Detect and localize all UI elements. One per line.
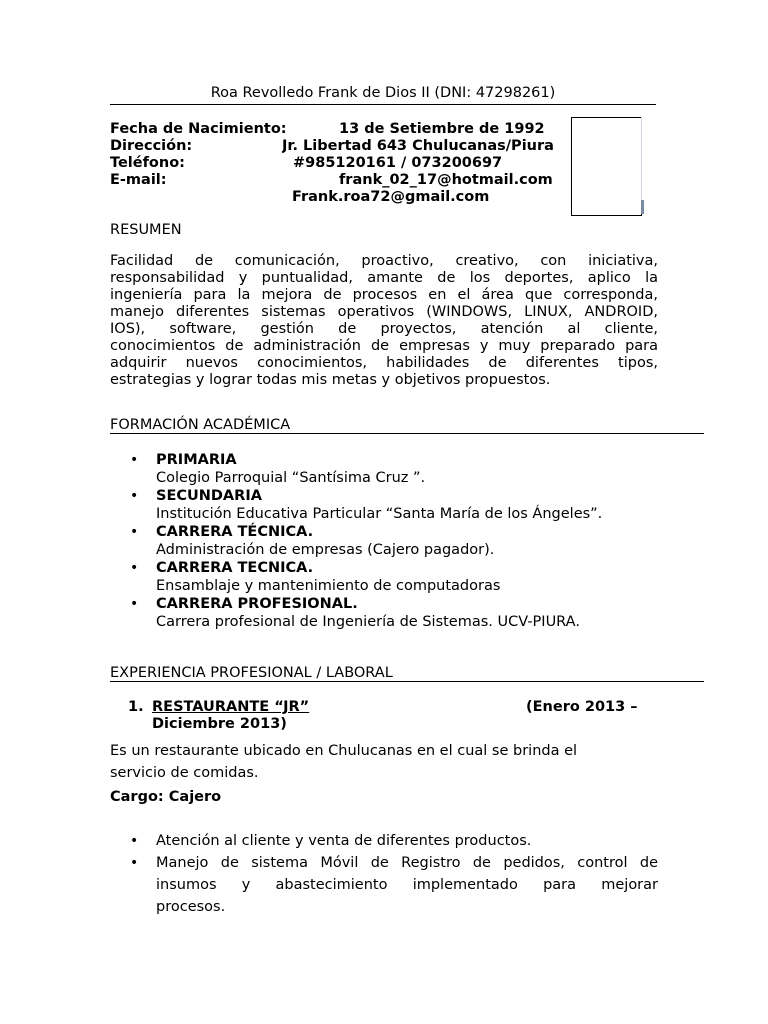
phone-label: Teléfono: xyxy=(110,155,185,171)
education-divider xyxy=(110,433,704,434)
photo-edge xyxy=(641,117,642,201)
photo-placeholder xyxy=(571,117,642,216)
address-label: Dirección: xyxy=(110,138,193,154)
duty-item xyxy=(130,852,658,918)
birth-value: 13 de Setiembre de 1992 xyxy=(339,121,545,137)
job-duties-list xyxy=(130,830,658,918)
email-value-primary: frank_02_17@hotmail.com xyxy=(339,172,553,188)
summary-line: ingeniería para la mejora de procesos en el área que corresponda, xyxy=(110,287,658,303)
education-title: CARRERA PROFESIONAL. xyxy=(156,596,358,612)
bullet-icon: • xyxy=(130,596,139,612)
summary-line: manejo diferentes sistemas operativos (WINDOWS, LINUX, ANDROID, xyxy=(110,304,658,320)
job-date-start: (Enero 2013 – xyxy=(526,699,638,715)
duty-item xyxy=(130,830,658,852)
bullet-icon: • xyxy=(130,488,139,504)
experience-heading: EXPERIENCIA PROFESIONAL / LABORAL xyxy=(110,665,393,681)
address-value: Jr. Libertad 643 Chulucanas/Piura xyxy=(282,138,554,154)
bullet-icon: • xyxy=(130,855,139,871)
email-value-secondary: Frank.roa72@gmail.com xyxy=(292,189,490,205)
job-company-name: RESTAURANTE “JR” xyxy=(152,699,310,715)
duty-text: procesos. xyxy=(156,899,226,915)
job-description xyxy=(110,740,658,784)
email-label: E-mail: xyxy=(110,172,167,188)
education-detail: Ensamblaje y mantenimiento de computadoras xyxy=(156,578,501,594)
duty-text: Manejo de sistema Móvil de Registro de pedidos, control de xyxy=(156,855,658,871)
photo-shadow xyxy=(641,200,644,214)
bullet-icon: • xyxy=(130,833,139,849)
duty-text: insumos y abastecimiento implementado para mejorar xyxy=(156,877,658,893)
education-title: CARRERA TECNICA. xyxy=(156,560,314,576)
education-detail: Carrera profesional de Ingeniería de Sistemas. UCV-PIURA. xyxy=(156,614,580,630)
summary-heading: RESUMEN xyxy=(110,222,182,238)
summary-line: conocimientos de administración de empresas y muy preparado para xyxy=(110,338,658,354)
bullet-icon: • xyxy=(130,560,139,576)
job-date-end: Diciembre 2013) xyxy=(152,716,287,732)
bullet-icon: • xyxy=(130,452,139,468)
education-detail: Colegio Parroquial “Santísima Cruz ”. xyxy=(156,470,426,486)
summary-line: responsabilidad y puntualidad, amante de los deportes, aplico la xyxy=(110,270,658,286)
birth-label: Fecha de Nacimiento: xyxy=(110,121,287,137)
duty-text: Atención al cliente y venta de diferentes productos. xyxy=(156,833,532,849)
job-description-line: servicio de comidas. xyxy=(110,765,259,781)
education-title: SECUNDARIA xyxy=(156,488,262,504)
page-title: Roa Revolledo Frank de Dios II (DNI: 47298261) xyxy=(210,85,556,101)
summary-line: estrategias y lograr todas mis metas y objetivos propuestos. xyxy=(110,372,551,388)
job-description-line: Es un restaurante ubicado en Chulucanas en el cual se brinda el xyxy=(110,743,578,759)
education-title: CARRERA TÉCNICA. xyxy=(156,524,314,540)
phone-value: #985120161 / 073200697 xyxy=(293,155,503,171)
job-number: 1. xyxy=(128,699,144,715)
summary-line: Facilidad de comunicación, proactivo, creativo, con iniciativa, xyxy=(110,253,658,269)
title-divider xyxy=(110,104,656,105)
experience-divider xyxy=(110,681,704,682)
education-title: PRIMARIA xyxy=(156,452,237,468)
job-role: Cargo: Cajero xyxy=(110,789,222,805)
summary-line: adquirir nuevos conocimientos, habilidades de diferentes tipos, xyxy=(110,355,658,371)
bullet-icon: • xyxy=(130,524,139,540)
summary-line: IOS), software, gestión de proyectos, atención al cliente, xyxy=(110,321,658,337)
education-heading: FORMACIÓN ACADÉMICA xyxy=(110,417,291,433)
education-detail: Administración de empresas (Cajero pagador). xyxy=(156,542,495,558)
summary-paragraph xyxy=(110,253,658,389)
education-detail: Institución Educativa Particular “Santa María de los Ángeles”. xyxy=(156,506,603,522)
